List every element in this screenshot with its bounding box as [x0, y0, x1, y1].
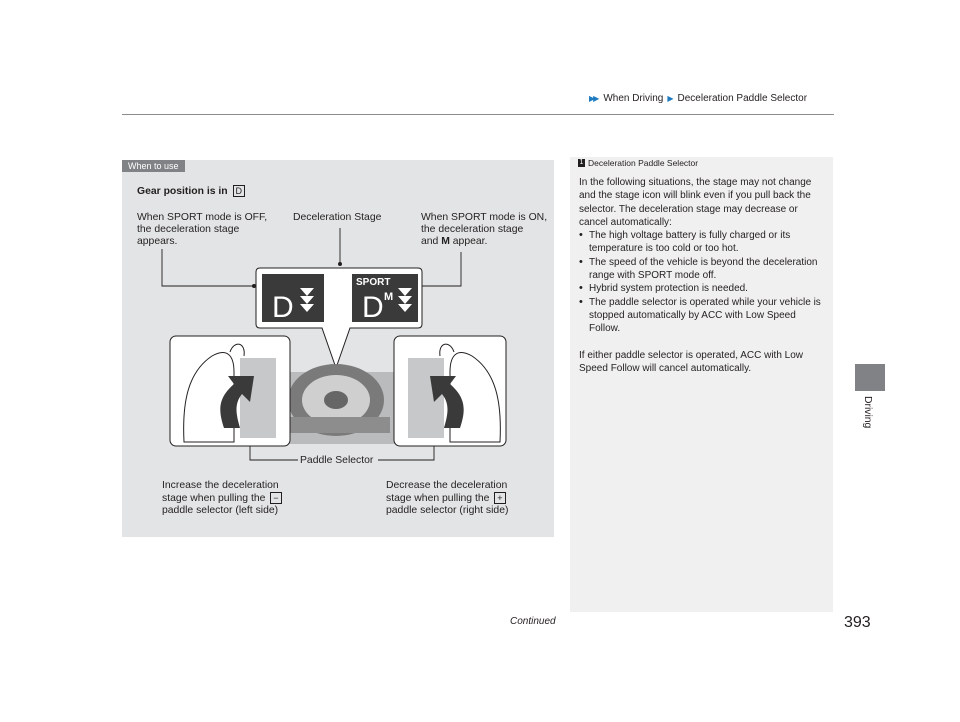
- callout-deceleration-stage: Deceleration Stage: [293, 212, 382, 223]
- callout-sport-off-line: appears.: [137, 236, 178, 247]
- gear-position-text: Gear position is in: [137, 186, 228, 197]
- caption-line: Increase the deceleration: [162, 480, 279, 491]
- list-item: • The high voltage battery is fully charged or its temperature is too cold or too hot.: [579, 229, 829, 256]
- reference-marker-icon: 1: [579, 159, 584, 166]
- breadcrumb-item-paddle-selector: Deceleration Paddle Selector: [677, 93, 808, 104]
- right-paddle-inset: [394, 336, 506, 446]
- list-item: • The paddle selector is operated while your vehicle is stopped automatically by ACC with Low Speed Follow.: [579, 296, 829, 336]
- caption-right-paddle: [386, 480, 508, 517]
- caption-text: stage when pulling the: [162, 493, 266, 504]
- gear-key-d: D: [233, 185, 246, 197]
- callout-sport-on-line: the deceleration stage: [421, 224, 524, 235]
- breadcrumb-item-when-driving: When Driving: [603, 93, 664, 104]
- list-item: • Hybrid system protection is needed.: [579, 282, 829, 295]
- triangle-icon: ▶: [667, 94, 674, 103]
- minus-key-icon: −: [270, 492, 281, 504]
- callout-paddle-selector: Paddle Selector: [300, 455, 374, 466]
- list-item: • The speed of the vehicle is beyond the deceleration range with SPORT mode off.: [579, 256, 829, 283]
- display-right-d: D: [362, 291, 384, 324]
- caption-line: [386, 492, 508, 505]
- plus-key-icon: +: [494, 492, 505, 504]
- when-to-use-tag: When to use: [122, 160, 185, 172]
- side-note-closing: If either paddle selector is operated, ACC with Low Speed Follow will cancel automatically.: [579, 349, 804, 374]
- display-left-d: D: [272, 291, 294, 324]
- page-number: 393: [844, 614, 871, 631]
- caption-text: stage when pulling the: [386, 493, 490, 504]
- side-note-title-text: Deceleration Paddle Selector: [588, 158, 699, 168]
- header-divider: [122, 114, 834, 115]
- caption-line: Decrease the deceleration: [386, 480, 508, 491]
- side-note-list: [579, 229, 829, 335]
- double-triangle-icon: ▶▶: [589, 94, 598, 103]
- callout-sport-on-bold-m: M: [441, 236, 450, 247]
- breadcrumb: [589, 93, 807, 104]
- callout-sport-on-prefix: and: [421, 236, 439, 247]
- caption-line: paddle selector (left side): [162, 505, 279, 516]
- caption-line: paddle selector (right side): [386, 505, 509, 516]
- display-sport-label: SPORT: [356, 277, 391, 288]
- caption-left-paddle: [162, 480, 282, 517]
- caption-line: [162, 492, 282, 505]
- callout-sport-on-line: When SPORT mode is ON,: [421, 212, 548, 223]
- chapter-tab-label: Driving: [862, 396, 873, 429]
- side-note-title: [578, 158, 698, 168]
- left-paddle-inset: [170, 336, 290, 446]
- callout-sport-off-line: the deceleration stage: [137, 224, 240, 235]
- continued-label: Continued: [510, 616, 556, 627]
- display-right-m: M: [384, 291, 394, 303]
- side-note-intro: In the following situations, the stage may not change and the stage icon will blink even if you pull back the selector. The deceleration stage may decrease or cancel automatically:: [579, 177, 812, 228]
- callout-sport-off-line: When SPORT mode is OFF,: [137, 212, 268, 223]
- side-note-body: [579, 176, 829, 375]
- callout-sport-on-suffix: appear.: [452, 236, 488, 247]
- chapter-tab-marker: [855, 364, 885, 391]
- paddle-selector-illustration: [122, 172, 554, 478]
